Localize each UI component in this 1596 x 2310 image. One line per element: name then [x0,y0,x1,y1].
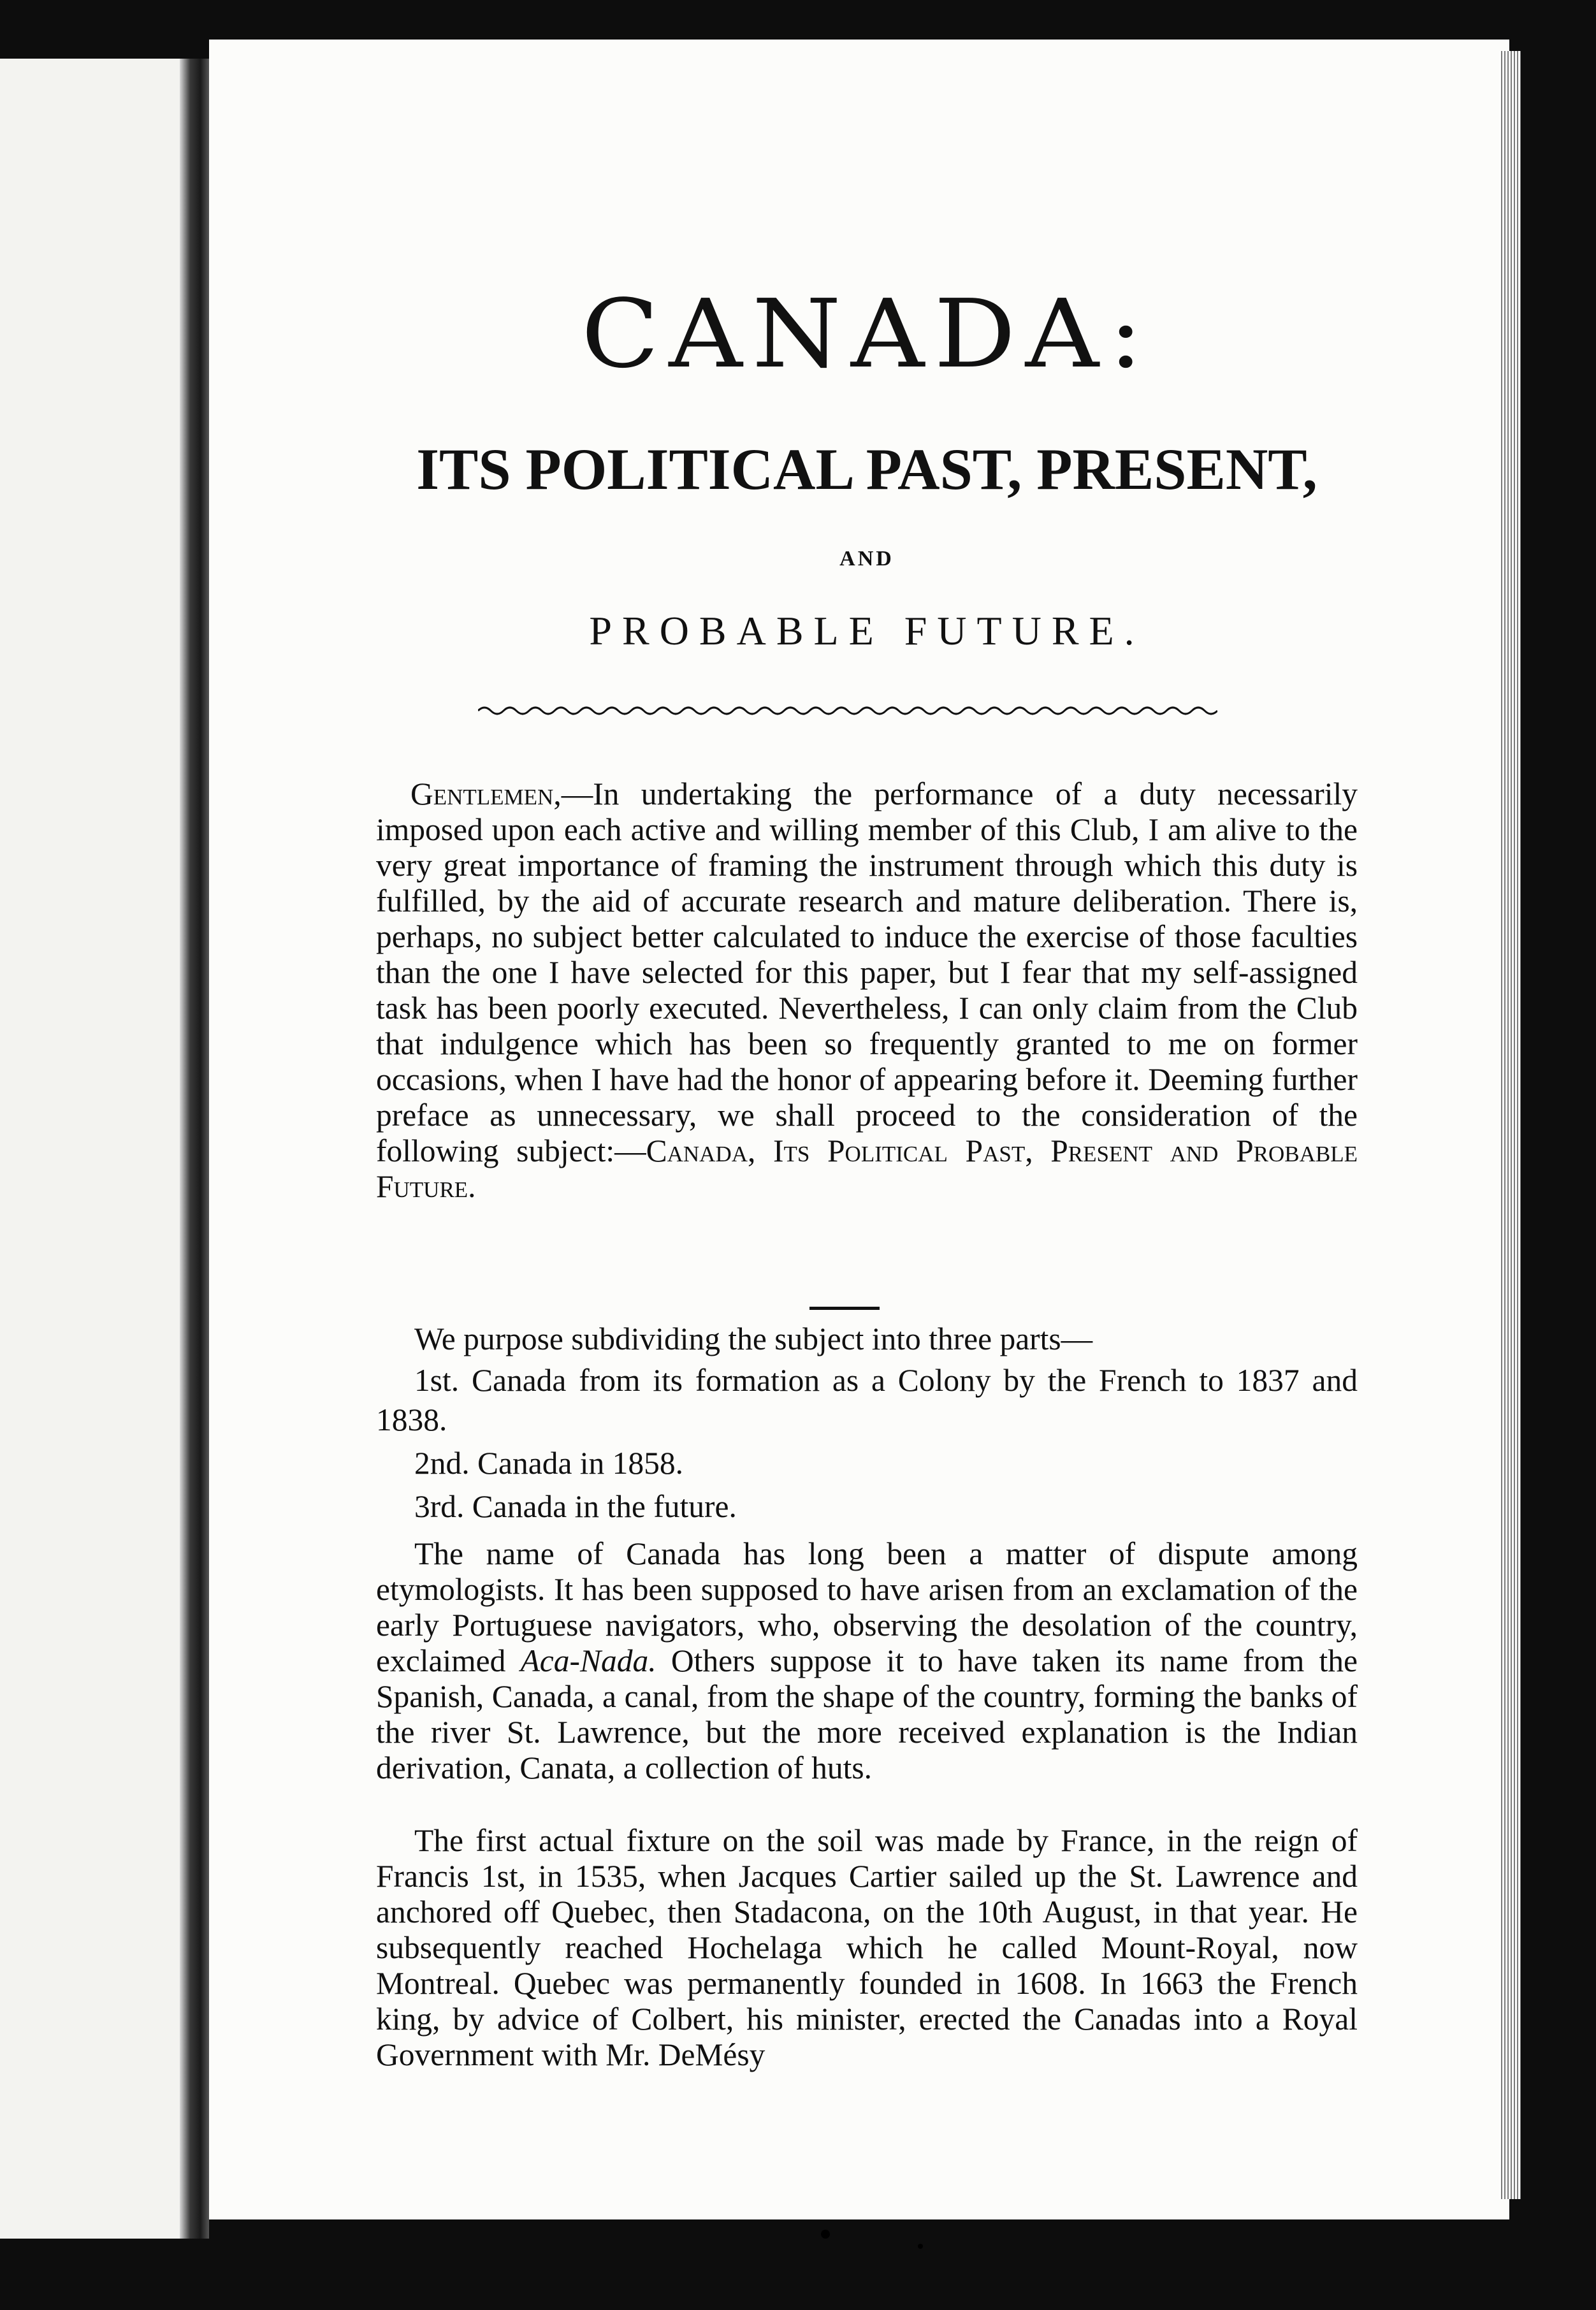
subject-title: Canada, Its Political Past, Present and Probable Future. [376,1133,1358,1204]
ornamental-rule [478,701,1217,720]
section-divider [809,1307,880,1310]
salutation: Gentlemen, [410,776,562,811]
paragraph-etymology [376,1536,1358,1786]
paragraph-history: The first actual fixture on the soil was made by France, in the reign of Francis 1st, in 1535, when Jacques Cartier sailed up the St. Lawrence and anchored off Quebec, then Stadacona, on the 10th August, in that year. He subsequently reached Hochelaga which he called Mount-Royal, now Montreal. Quebec was permanently founded in 1608. In 1663 the French king, by advice of Colbert, his minister, erected the Canadas into a Royal Government with Mr. DeMésy [376,1823,1358,2072]
outline-intro: We purpose subdividing the subject into three parts— [414,1321,1093,1356]
outline-item: 3rd. Canada in the future. [414,1489,737,1524]
outline-item: 2nd. Canada in 1858. [414,1446,684,1481]
paragraph-etymology-text-continued: Others suppose it to have taken its name from the Spanish, Canada, a canal, from the shape of the country, forming the banks of the river St. Lawrence, but the more received explanation is the Indian derivation, Canata, a collection of huts. [376,1643,1358,1785]
emphasized-term: Aca-Nada. [520,1643,657,1678]
outline-item: 1st. Canada from its formation as a Colony by the French to 1837 and 1838. [376,1363,1358,1437]
document-title: CANADA: [581,279,1153,389]
subtitle-conjunction: AND [839,547,894,570]
paragraph-etymology-text: The name of Canada has long been a matter of dispute among etymologists. It has been supposed to have arisen from an exclamation of the early Portuguese navigators, who, observing the desolation of the country, exclaimed [376,1536,1358,1678]
paragraph-opening [376,776,1358,1205]
page-stack-edge [1499,51,1521,2199]
document-subtitle-continued: PROBABLE FUTURE. [589,608,1145,653]
left-page-edge [0,59,195,2239]
scan-speck [918,2244,923,2249]
document-subtitle: ITS POLITICAL PAST, PRESENT, [416,437,1317,502]
book-gutter [180,59,209,2239]
paragraph-opening-text: —In undertaking the performance of a duty necessarily imposed upon each active and willing member of this Club, I am alive to the very great importance of framing the instrument through which this duty is fulfilled, by the aid of accurate research and mature deliberation. There is, perhaps, no subject better calculated to induce the exercise of those faculties than the one I have selected for this paper, but I fear that my self-assigned task has been poorly executed. Nevertheless, I can only claim from the Club that indulgence which has been so frequently granted to me on former occasions, when I have had the honor of appearing before it. Deeming further preface as unnecessary, we shall proceed to the consideration of the following subject:— [376,776,1358,1168]
scan-speck [821,2230,830,2239]
